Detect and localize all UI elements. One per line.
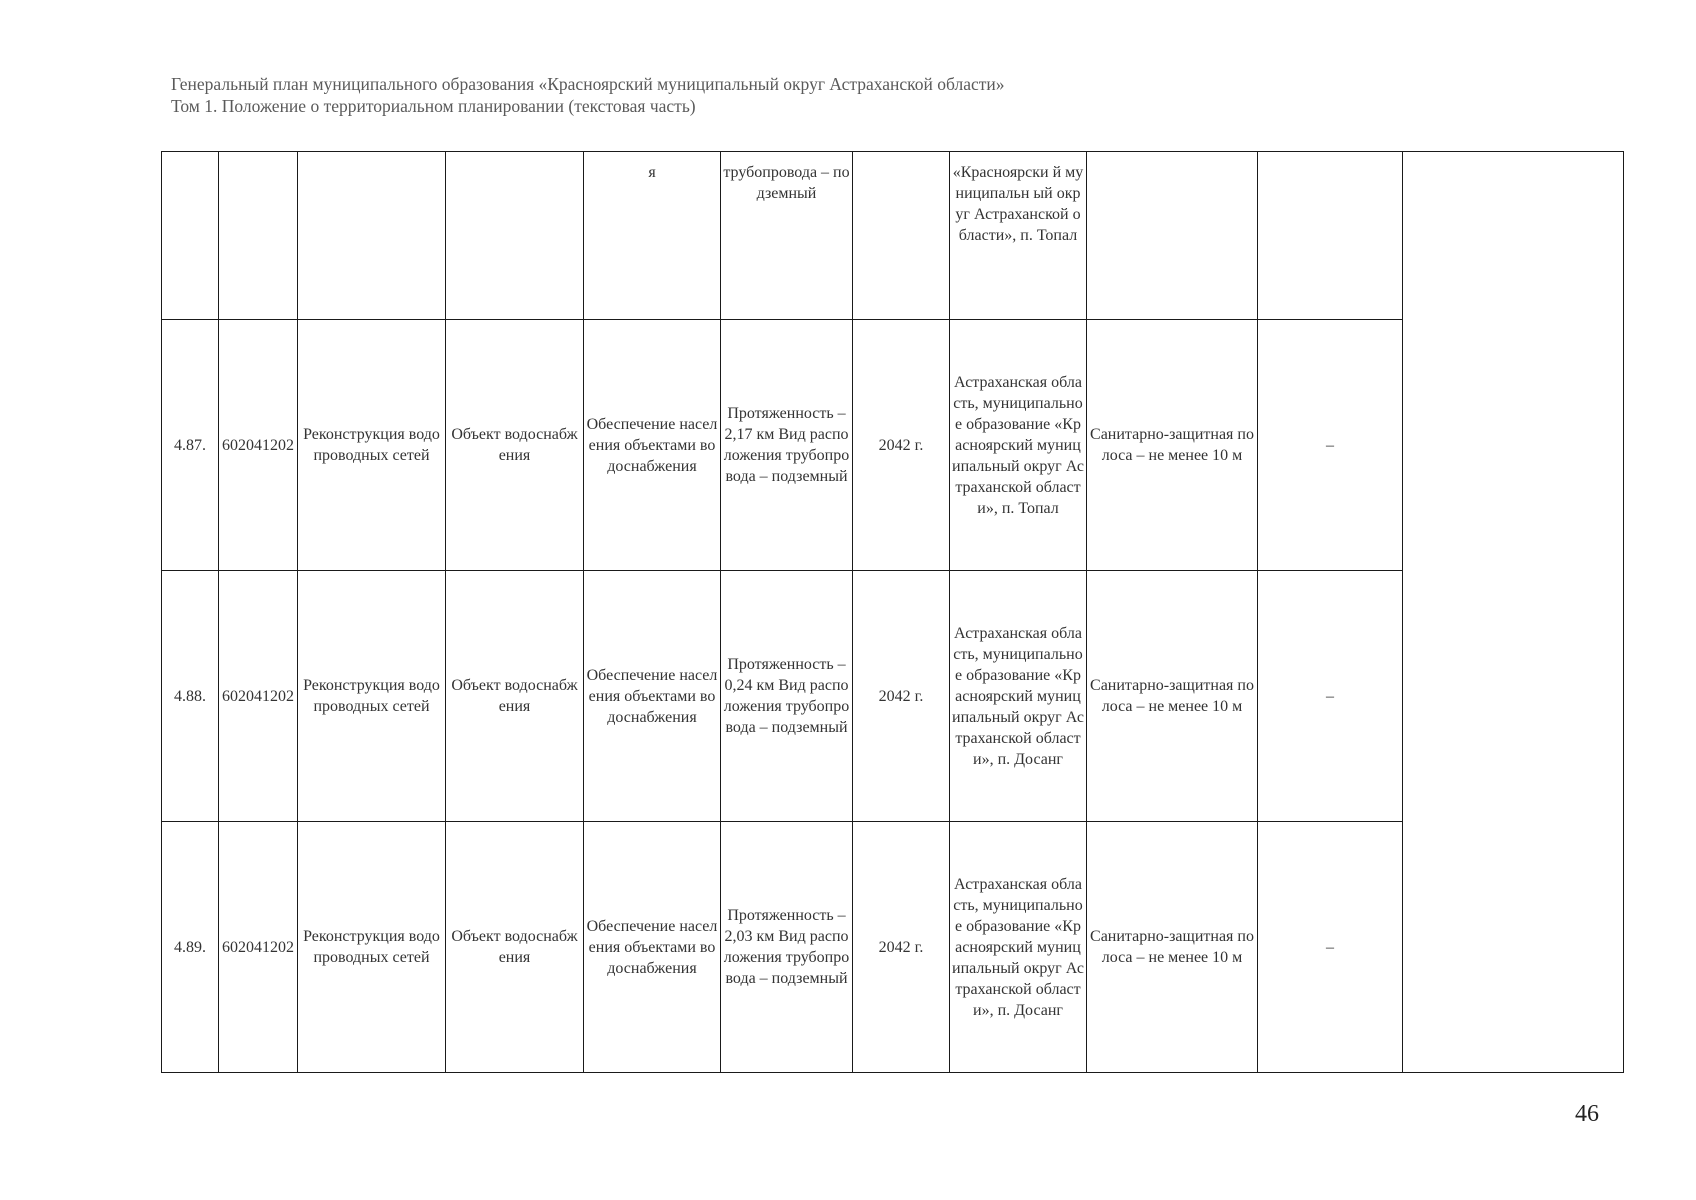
- cell-type: [446, 152, 584, 320]
- header-title: Генеральный план муниципального образования «Красноярский муниципальный округ Астраханской области»: [171, 74, 1005, 94]
- document-header: [171, 73, 1005, 117]
- cell-code: 602041202: [219, 571, 298, 822]
- cell-zone: Санитарно-защитная полоса – не менее 10 м: [1087, 571, 1258, 822]
- cell-type: Объект водоснабжения: [446, 571, 584, 822]
- cell-type: Объект водоснабжения: [446, 822, 584, 1073]
- cell-number: 4.87.: [162, 320, 219, 571]
- table-row-continuation: [162, 152, 1624, 320]
- header-subtitle: Том 1. Положение о территориальном планировании (текстовая часть): [171, 96, 696, 116]
- cell-location: Астраханская область, муниципальное образование «Красноярский муниципальный округ Астраханской области», п. Досанг: [950, 571, 1087, 822]
- cell-code: 602041202: [219, 320, 298, 571]
- cell-number: 4.88.: [162, 571, 219, 822]
- cell-location: «Красноярски й муниципальн ый округ Астраханской области», п. Топал: [950, 152, 1087, 320]
- cell-number: 4.89.: [162, 822, 219, 1073]
- cell-location: Астраханская область, муниципальное образование «Красноярский муниципальный округ Астраханской области», п. Досанг: [950, 822, 1087, 1073]
- cell-zone: [1087, 152, 1258, 320]
- cell-extra: –: [1258, 320, 1403, 571]
- cell-characteristics: Протяженность – 0,24 км Вид расположения трубопровода – подземный: [721, 571, 853, 822]
- cell-extra: –: [1258, 571, 1403, 822]
- page-number: 46: [1575, 1101, 1599, 1127]
- cell-name: Реконструкция водопроводных сетей: [298, 571, 446, 822]
- cell-zone: Санитарно-защитная полоса – не менее 10 м: [1087, 822, 1258, 1073]
- cell-number: [162, 152, 219, 320]
- cell-code: 602041202: [219, 822, 298, 1073]
- cell-characteristics: трубопровода – подземный: [721, 152, 853, 320]
- cell-purpose: Обеспечение населения объектами водоснабжения: [584, 320, 721, 571]
- cell-purpose: Обеспечение населения объектами водоснабжения: [584, 822, 721, 1073]
- cell-purpose: Обеспечение населения объектами водоснабжения: [584, 571, 721, 822]
- cell-extra: [1258, 152, 1403, 320]
- cell-characteristics: Протяженность – 2,17 км Вид расположения трубопровода – подземный: [721, 320, 853, 571]
- cell-zone: Санитарно-защитная полоса – не менее 10 м: [1087, 320, 1258, 571]
- cell-purpose: я: [584, 152, 721, 320]
- cell-characteristics: Протяженность – 2,03 км Вид расположения трубопровода – подземный: [721, 822, 853, 1073]
- cell-name: [298, 152, 446, 320]
- cell-location: Астраханская область, муниципальное образование «Красноярский муниципальный округ Астраханской области», п. Топал: [950, 320, 1087, 571]
- cell-extra: –: [1258, 822, 1403, 1073]
- cell-name: Реконструкция водопроводных сетей: [298, 320, 446, 571]
- cell-deadline: [853, 152, 950, 320]
- cell-name: Реконструкция водопроводных сетей: [298, 822, 446, 1073]
- cell-deadline: 2042 г.: [853, 822, 950, 1073]
- cell-code: [219, 152, 298, 320]
- cell-deadline: 2042 г.: [853, 571, 950, 822]
- cell-type: Объект водоснабжения: [446, 320, 584, 571]
- blank-column: [1403, 152, 1624, 1073]
- cell-deadline: 2042 г.: [853, 320, 950, 571]
- objects-table: [161, 151, 1624, 1073]
